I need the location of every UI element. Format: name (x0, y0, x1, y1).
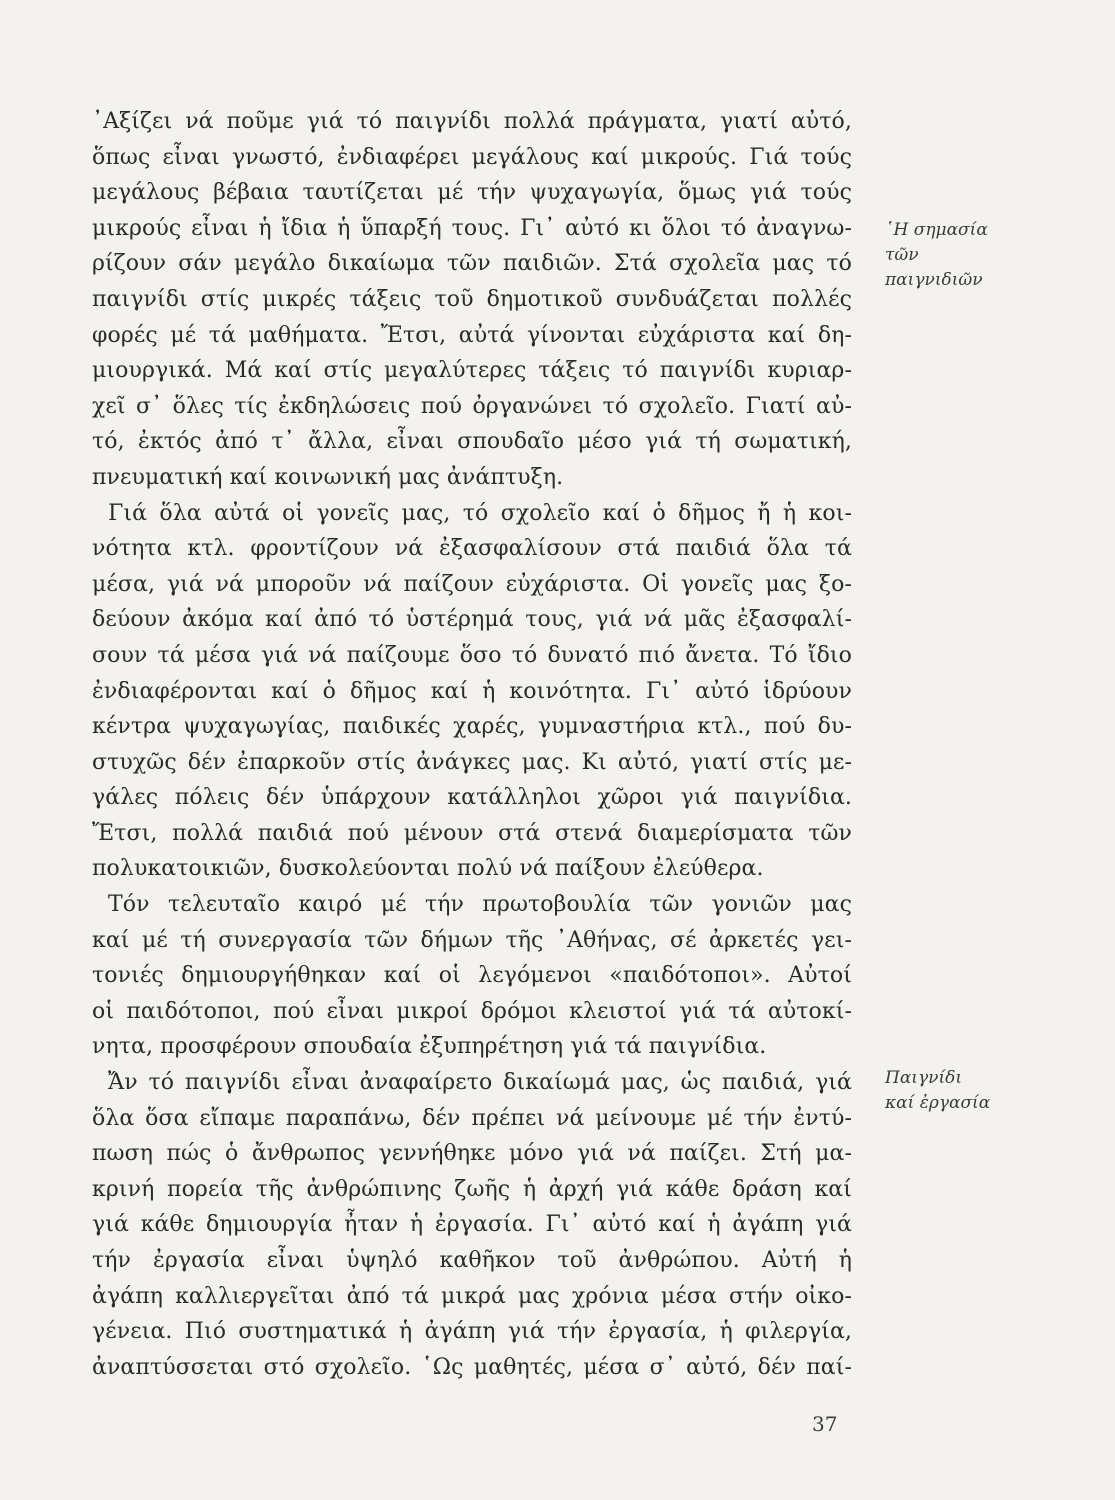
text-line: οἱ παιδότοποι, πού εἶναι μικροί δρόμοι κλειστοί γιά τά αὐτοκί- (92, 998, 852, 1024)
text-line: Γιά ὅλα αὐτά οἱ γονεῖς μας, τό σχολεῖο καί ὁ δῆμος ἤ ἡ κοι- (108, 500, 852, 526)
text-line: τονιές δημιουργήθηκαν καί οἱ λεγόμενοι «παιδότοποι». Αὐτοί (92, 963, 852, 989)
text-line: πωση πώς ὁ ἄνθρωπος γεννήθηκε μόνο γιά νά παίζει. Στή μα- (92, 1141, 852, 1167)
text-line: νητα, προσφέρουν σπουδαία ἐξυπηρέτηση γιά τά παιγνίδια. (92, 1034, 767, 1060)
text-line: μεγάλους βέβαια ταυτίζεται μέ τήν ψυχαγωγία, ὅμως γιά τούς (92, 180, 852, 206)
text-line: γάλες πόλεις δέν ὑπάρχουν κατάλληλοι χῶροι γιά παιγνίδια. (92, 785, 852, 811)
text-line: χεῖ σ᾿ ὅλες τίς ἐκδηλώσεις πού ὀργανώνει τό σχολεῖο. Γιατί αὐ- (92, 393, 852, 419)
text-line: γένεια. Πιό συστηματικά ἡ ἀγάπη γιά τήν ἐργασία, ἡ φιλεργία, (92, 1319, 852, 1345)
text-line: ἀγάπη καλλιεργεῖται ἀπό τά μικρά μας χρόνια μέσα στήν οἰκο- (92, 1283, 852, 1309)
text-line: μιουργικά. Μά καί στίς μεγαλύτερες τάξεις τό παιγνίδι κυριαρ- (92, 358, 852, 384)
text-line: φορές μέ τά μαθήματα. Ἔτσι, αὐτά γίνονται εὐχάριστα καί δη- (92, 322, 852, 348)
margin-note-line: ῾Η σημασία (885, 220, 988, 240)
text-line: νότητα κτλ. φροντίζουν νά ἐξασφαλίσουν στά παιδιά ὅλα τά (92, 536, 852, 562)
margin-note-line: Παιγνίδι (885, 1068, 963, 1088)
main-text (92, 104, 852, 1385)
text-line: κέντρα ψυχαγωγίας, παιδικές χαρές, γυμναστήρια κτλ., πού δυ- (92, 714, 852, 740)
page-number: 37 (812, 1412, 838, 1436)
margin-note-game-and-work (885, 1066, 990, 1116)
text-line: Ἔτσι, πολλά παιδιά πού μένουν στά στενά διαμερίσματα τῶν (92, 820, 852, 846)
text-line: καί μέ τή συνεργασία τῶν δήμων τῆς ᾿Αθήνας, σέ ἀρκετές γει- (92, 927, 852, 953)
text-line: μέσα, γιά νά μποροῦν νά παίζουν εὐχάριστα. Οἱ γονεῖς μας ξο- (92, 571, 852, 597)
margin-note-importance-of-games (885, 218, 988, 293)
text-line: γιά κάθε δημιουργία ἦταν ἡ ἐργασία. Γι᾿ αὐτό καί ἡ ἀγάπη γιά (92, 1212, 852, 1238)
text-line: παιγνίδι στίς μικρές τάξεις τοῦ δημοτικοῦ συνδυάζεται πολλές (92, 286, 852, 312)
margin-note-line: παιγνιδιῶν (885, 270, 983, 290)
text-line: πολυκατοικιῶν, δυσκολεύονται πολύ νά παίξουν ἐλεύθερα. (92, 856, 764, 882)
text-line: ρίζουν σάν μεγάλο δικαίωμα τῶν παιδιῶν. Στά σχολεῖα μας τό (92, 251, 852, 277)
text-line: ἀναπτύσσεται στό σχολεῖο. ῾Ως μαθητές, μέσα σ᾿ αὐτό, δέν παί- (92, 1354, 852, 1380)
text-line: σουν τά μέσα γιά νά παίζουμε ὅσο τό δυνατό πιό ἄνετα. Τό ἴδιο (92, 642, 852, 668)
margin-note-line: καί ἐργασία (885, 1093, 991, 1113)
text-line: τό, ἐκτός ἀπό τ᾿ ἄλλα, εἶναι σπουδαῖο μέσο γιά τή σωματική, (92, 429, 852, 455)
text-line: τήν ἐργασία εἶναι ὑψηλό καθῆκον τοῦ ἀνθρώπου. Αὐτή ἡ (92, 1248, 852, 1273)
text-line: ἐνδιαφέρονται καί ὁ δῆμος καί ἡ κοινότητα. Γι᾿ αὐτό ἱδρύουν (92, 678, 852, 704)
text-line: κρινή πορεία τῆς ἀνθρώπινης ζωῆς ἡ ἀρχή γιά κάθε δράση καί (92, 1176, 852, 1202)
text-line: Τόν τελευταῖο καιρό μέ τήν πρωτοβουλία τῶν γονιῶν μας (108, 892, 852, 918)
text-line: στυχῶς δέν ἐπαρκοῦν στίς ἀνάγκες μας. Κι αὐτό, γιατί στίς με- (92, 749, 852, 775)
margin-note-line: τῶν (885, 245, 919, 265)
text-line: ὅλα ὅσα εἴπαμε παραπάνω, δέν πρέπει νά μείνουμε μέ τήν ἐντύ- (92, 1105, 852, 1131)
text-line: πνευματική καί κοινωνική μας ἀνάπτυξη. (92, 464, 564, 490)
text-line: δεύουν ἀκόμα καί ἀπό τό ὑστέρημά τους, γιά νά μᾶς ἐξασφαλί- (92, 607, 852, 633)
text-line: μικρούς εἶναι ἡ ἴδια ἡ ὕπαρξή τους. Γι᾿ αὐτό κι ὅλοι τό ἀναγνω- (92, 215, 852, 241)
text-line: ᾿Αξίζει νά ποῦμε γιά τό παιγνίδι πολλά πράγματα, γιατί αὐτό, (92, 109, 852, 134)
text-line: ὅπως εἶναι γνωστό, ἐνδιαφέρει μεγάλους καί μικρούς. Γιά τούς (92, 144, 852, 170)
text-line: Ἄν τό παιγνίδι εἶναι ἀναφαίρετο δικαίωμά μας, ὡς παιδιά, γιά (108, 1070, 852, 1096)
